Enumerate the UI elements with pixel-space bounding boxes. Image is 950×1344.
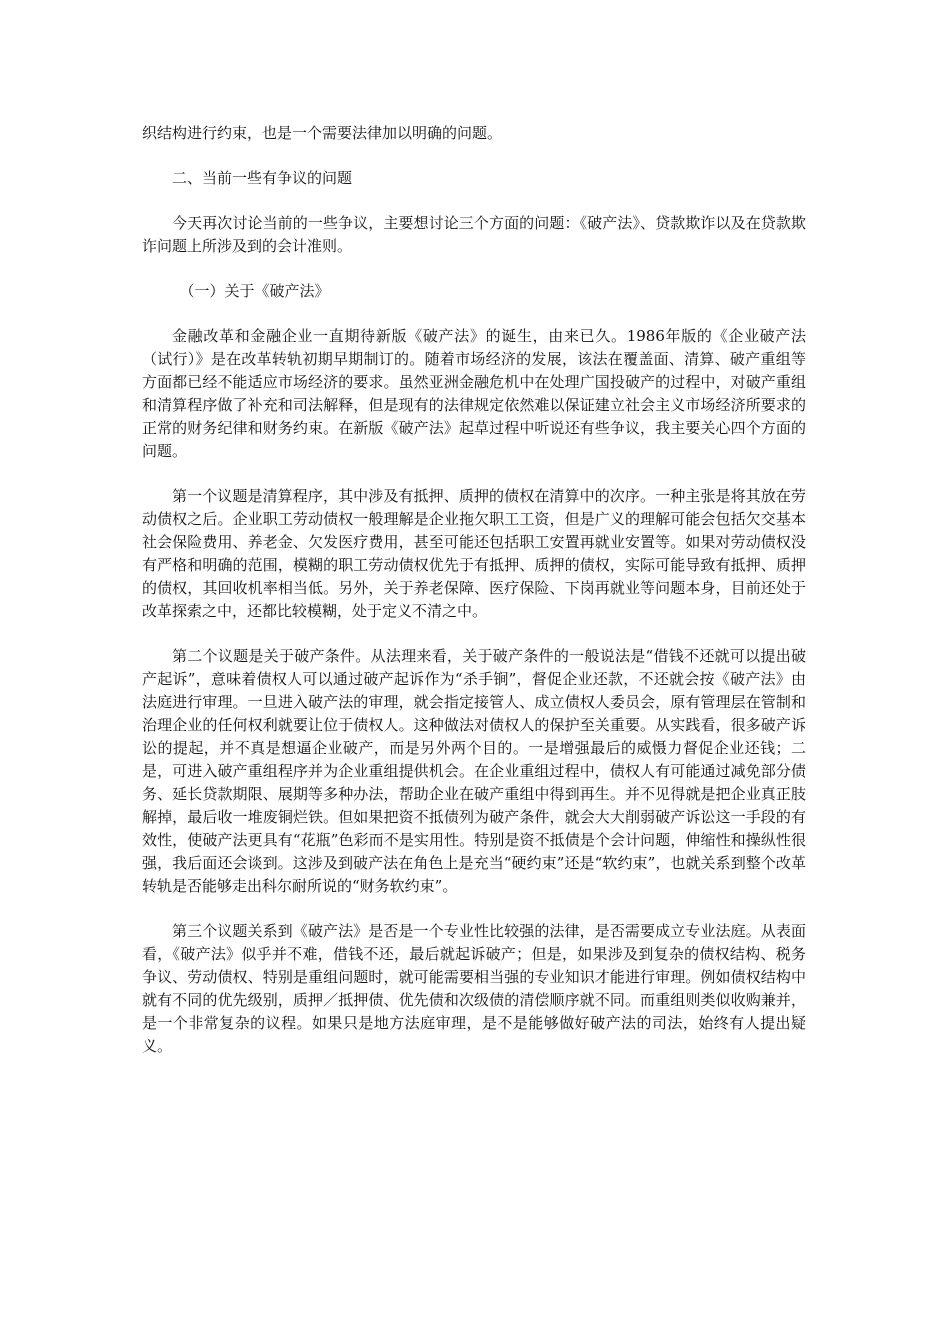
intro-paragraph: 今天再次讨论当前的一些争议，主要想讨论三个方面的问题：《破产法》、贷款欺诈以及在贷款欺诈问题上所涉及到的会计准则。 <box>142 214 806 255</box>
section-heading: 二、当前一些有争议的问题 <box>172 169 353 187</box>
body-paragraph: 第二个议题是关于破产条件。从法理来看，关于破产条件的一般说法是“借钱不还就可以提出破产起诉”，意味着债权人可以通过破产起诉作为“杀手锏”，督促企业还款，不还就会按《破产法》由法庭进行审理。一旦进入破产法的审理，就会指定接管人、成立债权人委员会，原有管理层在管制和治理企业的任何权利就要让位于债权人。这种做法对债权人的保护至关重要。从实践看，很多破产诉讼的提起，并不真是想逼企业破产，而是另外两个目的。一是增强最后的威慑力督促企业还钱；二是，可进入破产重组程序并为企业重组提供机会。在企业重组过程中，债权人有可能通过减免部分债务、延长贷款期限、展期等多种办法，帮助企业在破产重组中得到再生。并不见得就是把企业真正肢解掉，最后收一堆废铜烂铁。但如果把资不抵债列为破产条件，就会大大削弱破产诉讼这一手段的有效性，使破产法更具有“花瓶”色彩而不是实用性。特别是资不抵债是个会计问题，伸缩性和操纵性很强，我后面还会谈到。这涉及到破产法在角色上是充当“硬约束”还是“软约束”，也就关系到整个改革转轨是否能够走出科尔耐所说的“财务软约束”。 <box>142 647 806 895</box>
document-page <box>142 122 806 1080</box>
body-paragraph: 第一个议题是清算程序，其中涉及有抵押、质押的债权在清算中的次序。一种主张是将其放在劳动债权之后。企业职工劳动债权一般理解是企业拖欠职工工资，但是广义的理解可能会包括欠交基本社会保险费用、养老金、欠发医疗费用，甚至可能还包括职工安置再就业安置等。如果对劳动债权没有严格和明确的范围，模糊的职工劳动债权优先于有抵押、质押的债权，实际可能导致有抵押、质押的债权，其回收机率相当低。另外，关于养老保障、医疗保险、下岗再就业等问题本身，目前还处于改革探索之中，还都比较模糊，处于定义不清之中。 <box>142 487 806 620</box>
body-paragraph: 第三个议题关系到《破产法》是否是一个专业性比较强的法律，是否需要成立专业法庭。从表面看，《破产法》似乎并不难，借钱不还，最后就起诉破产；但是，如果涉及到复杂的债权结构、税务争议、劳动债权、特别是重组问题时，就可能需要相当强的专业知识才能进行审理。例如债权结构中就有不同的优先级别，质押／抵押债、优先债和次级债的清偿顺序就不同。而重组则类似收购兼并，是一个非常复杂的议程。如果只是地方法庭审理，是不是能够做好破产法的司法，始终有人提出疑义。 <box>142 922 806 1055</box>
body-paragraph: 金融改革和金融企业一直期待新版《破产法》的诞生，由来已久。1986年版的《企业破产法（试行）》是在改革转轨初期早期制订的。随着市场经济的发展，该法在覆盖面、清算、破产重组等方面都已经不能适应市场经济的要求。虽然亚洲金融危机中在处理广国投破产的过程中，对破产重组和清算程序做了补充和司法解释，但是现有的法律规定依然难以保证建立社会主义市场经济所要求的正常的财务纪律和财务约束。在新版《破产法》起草过程中听说还有些争议，我主要关心四个方面的问题。 <box>142 327 806 460</box>
subsection-heading: （一）关于《破产法》 <box>179 282 330 300</box>
continuation-paragraph: 织结构进行约束，也是一个需要法律加以明确的问题。 <box>142 124 503 142</box>
